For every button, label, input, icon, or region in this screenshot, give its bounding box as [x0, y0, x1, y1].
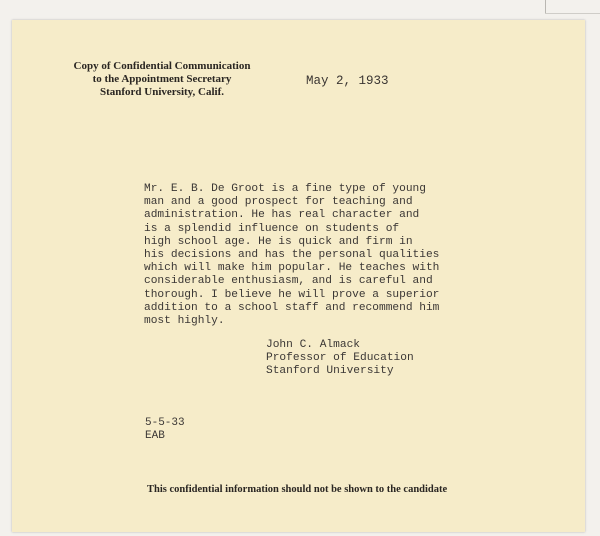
reference-initials: EAB: [145, 430, 165, 442]
scan-edge-line: [545, 13, 600, 14]
letterhead-line: Copy of Confidential Communication: [73, 60, 251, 72]
letterhead: [62, 60, 262, 99]
reference-date: 5-5-33: [145, 417, 185, 429]
confidential-notice: This confidential information should not be shown to the candidate: [147, 484, 448, 495]
reference-block: [145, 417, 185, 443]
signature-block: [266, 339, 414, 379]
body-line: man and a good prospect for teaching and: [144, 196, 413, 209]
body-line: high school age. He is quick and firm in: [144, 235, 413, 248]
body-line: considerable enthusiasm, and is careful and: [144, 275, 433, 288]
letterhead-line: to the Appointment Secretary: [92, 73, 232, 85]
letter-date: May 2, 1933: [306, 74, 389, 88]
body-line: Mr. E. B. De Groot is a fine type of young: [144, 183, 426, 195]
body-line: thorough. I believe he will prove a superior: [144, 288, 440, 301]
body-line: administration. He has real character and: [144, 209, 420, 222]
body-line: most highly.: [144, 315, 225, 328]
body-line: addition to a school staff and recommend him: [144, 301, 440, 314]
body-line: which will make him popular. He teaches with: [144, 262, 440, 275]
letter-body: [144, 183, 484, 328]
scan-edge-line: [545, 0, 546, 14]
signature-institution: Stanford University: [266, 365, 394, 378]
signature-title: Professor of Education: [266, 352, 414, 365]
signature-name: John C. Almack: [266, 339, 360, 351]
letterhead-line: Stanford University, Calif.: [99, 86, 225, 98]
body-line: his decisions and has the personal qualities: [144, 249, 440, 262]
body-line: is a splendid influence on students of: [144, 222, 400, 235]
